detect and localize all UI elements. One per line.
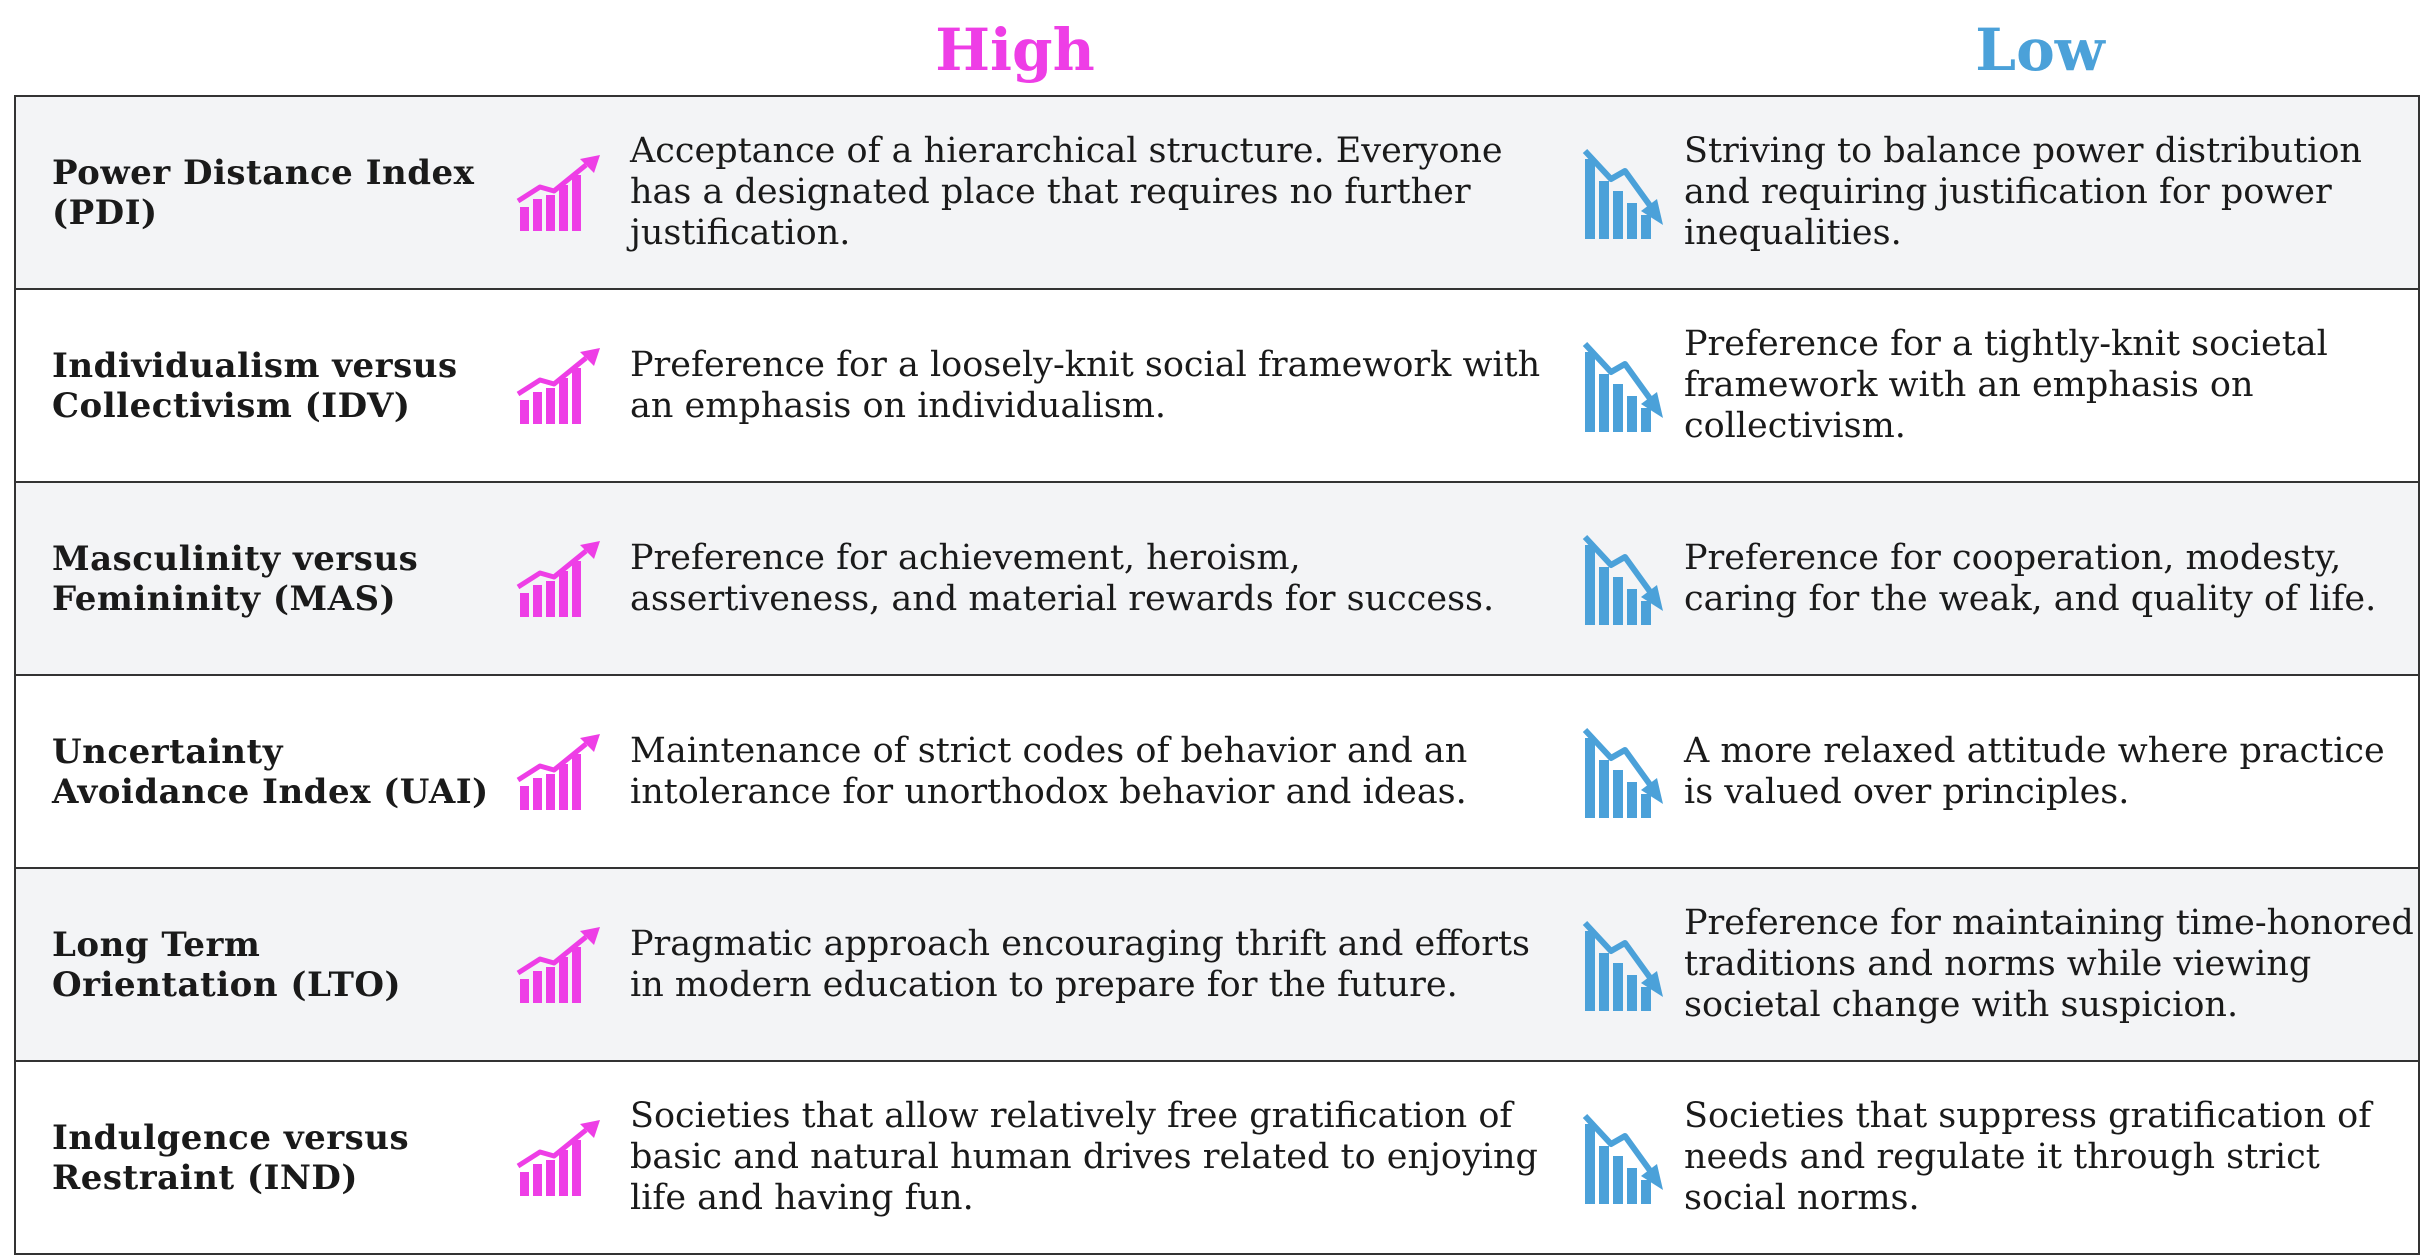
dimension-label: Power Distance Index (PDI): [52, 152, 475, 233]
high-description: Societies that allow relatively free gratification of basic and natural human drives related to enjoying life and having fun.: [630, 1096, 1538, 1218]
high-description: Acceptance of a hierarchical structure. Everyone has a designated place that requires no further justification.: [630, 131, 1503, 253]
dimension-label: Masculinity versus Femininity (MAS): [52, 538, 419, 619]
hofstede-dimensions-table: [14, 95, 2420, 1255]
table-row-mas: [14, 481, 2420, 674]
dimension-label: Uncertainty Avoidance Index (UAI): [52, 731, 489, 812]
high-description: Preference for a loosely-knit social framework with an emphasis on individualism.: [630, 344, 1541, 426]
trend-down-icon: [1581, 145, 1667, 241]
high-description: Preference for achievement, heroism, assertiveness, and material rewards for success.: [630, 537, 1495, 619]
table-row-lto: [14, 867, 2420, 1060]
trend-up-icon: [516, 1118, 606, 1198]
trend-up-icon: [516, 732, 606, 812]
dimension-label: Individualism versus Collectivism (IDV): [52, 345, 458, 426]
trend-up-icon: [516, 346, 606, 426]
high-column-header: High: [935, 16, 1095, 84]
high-description: Pragmatic approach encouraging thrift and efforts in modern education to prepare for the future.: [630, 923, 1530, 1005]
trend-up-icon: [516, 539, 606, 619]
table-row-uai: [14, 674, 2420, 867]
low-description: A more relaxed attitude where practice is valued over principles.: [1684, 730, 2385, 812]
low-description: Preference for maintaining time-honored traditions and norms while viewing societal change with suspicion.: [1684, 903, 2414, 1025]
dimension-label: Indulgence versus Restraint (IND): [52, 1117, 410, 1198]
high-description: Maintenance of strict codes of behavior and an intolerance for unorthodox behavior and ideas.: [630, 730, 1468, 812]
trend-down-icon: [1581, 1110, 1667, 1206]
table-row-ind: [14, 1060, 2420, 1255]
trend-down-icon: [1581, 917, 1667, 1013]
trend-up-icon: [516, 925, 606, 1005]
dimension-label: Long Term Orientation (LTO): [52, 924, 402, 1005]
low-description: Striving to balance power distribution and requiring justification for power inequalities.: [1684, 131, 2362, 253]
trend-down-icon: [1581, 724, 1667, 820]
trend-down-icon: [1581, 531, 1667, 627]
low-description: Societies that suppress gratification of needs and regulate it through strict social norms.: [1684, 1096, 2372, 1218]
trend-down-icon: [1581, 338, 1667, 434]
low-description: Preference for cooperation, modesty, caring for the weak, and quality of life.: [1684, 537, 2377, 619]
low-description: Preference for a tightly-knit societal framework with an emphasis on collectivism.: [1684, 324, 2328, 446]
table-row-pdi: [14, 95, 2420, 288]
low-column-header: Low: [1975, 16, 2105, 84]
trend-up-icon: [516, 153, 606, 233]
table-row-idv: [14, 288, 2420, 481]
